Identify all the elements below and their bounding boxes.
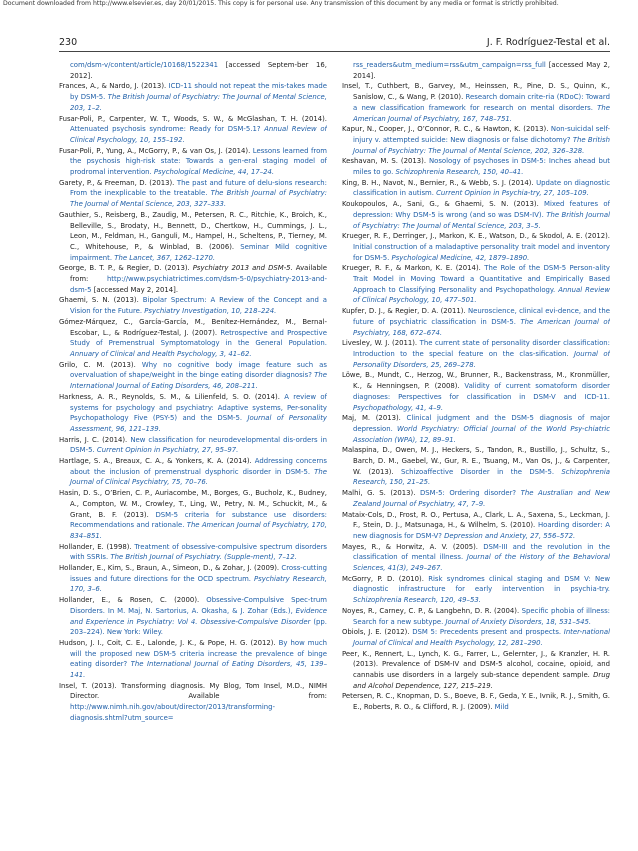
references-left-column bbox=[59, 60, 327, 850]
reference-text: Löwe, B., Mundt, C., Herzog, W., Brunner, R., Backenstrass, M., Kronmüller, K., & Henningsen, P. (2008). bbox=[342, 371, 610, 391]
reference-text: Kapur, N., Cooper, J., O’Connor, R. C., & Hawton, K. (2013). bbox=[342, 125, 551, 134]
reference-entry bbox=[342, 488, 610, 509]
reference-text: Petersen, R. C., Knopman, D. S., Boeve, B. F., Geda, Y. E., Ivnik, R. J., Smith, G. E., Roberts, R. O., & Clifford, R. J. (2009). bbox=[342, 692, 610, 712]
reference-text: Koukopoulos, A., Sani, G., & Ghaemi, S. N. (2013). bbox=[342, 200, 545, 209]
reference-link-text[interactable]: Initial construction of a maladaptive personality trait model and inventory for DSM-5. bbox=[353, 242, 610, 262]
reference-text: Hudson, J. I., Coit, C. E., Lalonde, J. K., & Pope, H. G. (2012). bbox=[59, 638, 279, 647]
reference-text: Fusar-Poli, P., Yung, A., McGorry, P., & van Os, J. (2014). bbox=[59, 146, 253, 155]
reference-link-text[interactable]: The Australian and New Zealand Journal of Psychiatry, 47, 7–9. bbox=[353, 489, 610, 508]
reference-text: Krueger, R. F., Derringer, J., Markon, K. E., Watson, D., & Skodol, A. E. (2012). bbox=[342, 232, 610, 241]
reference-text: Fusar-Poli, P., Carpenter, W. T., Woods, S. W., & McGlashan, T. H. (2014). bbox=[59, 114, 327, 123]
reference-entry bbox=[342, 178, 610, 199]
reference-entry bbox=[342, 81, 610, 124]
reference-link-text[interactable]: By how much will the proposed new DSM-5 criteria increase the prevalence of binge eating disorder? bbox=[70, 638, 327, 669]
reference-link-text[interactable]: The American Journal of Psychiatry, 167, 748–751. bbox=[353, 103, 610, 123]
reference-text: Hollander, E., Kim, S., Braun, A., Simeon, D., & Zohar, J. (2009). bbox=[59, 564, 282, 573]
reference-link-text[interactable]: Current Opinion in Psychiatry, 27, 95–97. bbox=[96, 446, 239, 455]
reference-entry bbox=[59, 595, 327, 638]
reference-text: Frances, A., & Nardo, J. (2013). bbox=[59, 82, 169, 91]
reference-entry bbox=[342, 542, 610, 574]
reference-link-text[interactable]: The British Journal of Psychiatry: The Journal of Mental Science, 203, 1–2. bbox=[70, 93, 327, 112]
reference-link-text[interactable]: DSM-5 criteria for substance use disorders: Recommendations and rationale. bbox=[70, 510, 327, 530]
reference-link-text[interactable]: Clinical judgment and the DSM-5 diagnosis of major depression. bbox=[353, 414, 610, 433]
reference-link-text[interactable]: Schizophrenia Research, 150, 21–25. bbox=[353, 467, 610, 487]
reference-text: King, B. H., Navot, N., Bernier, R., & Webb, S. J. (2014). bbox=[342, 178, 537, 187]
reference-link-text[interactable]: Nosology of psychoses in DSM-5: Inches ahead but miles to go. bbox=[353, 157, 610, 177]
reference-text: Drug and Alcohol Dependence, 127, 215–219. bbox=[353, 671, 610, 690]
reference-link-text[interactable]: Non-suicidal self-injury v. attempted suicide: New diagnosis or false dichotomy? bbox=[353, 125, 610, 144]
reference-link-text[interactable]: ICD-11 should not repeat the mis-takes made by DSM-5. bbox=[70, 82, 327, 102]
reference-entry bbox=[59, 146, 327, 178]
running-head: J. F. Rodríguez-Testal et al. bbox=[486, 37, 610, 48]
reference-entry bbox=[342, 413, 610, 445]
reference-link-text[interactable]: Evidence and Experience in Psychiatry: Vol 4. Obsessive-Compulsive Disorder bbox=[70, 606, 327, 626]
reference-link-text[interactable]: (pp. 203–224). New York: Wiley. bbox=[70, 617, 327, 637]
reference-text: Malhi, G. S. (2013). bbox=[342, 489, 420, 498]
reference-link-text[interactable]: The British Journal of Psychiatry: The Journal of Mental Science, 202, 326–328. bbox=[353, 135, 610, 155]
reference-entry bbox=[59, 456, 327, 488]
reference-link-text[interactable]: A review of systems for psychology and psychiatry: Adaptive systems, Per-sonality Psychopathology Five (PSY-5) and the DSM-5. bbox=[70, 392, 327, 423]
reference-link-text[interactable]: Seminar Mild cognitive impairment. bbox=[70, 242, 327, 262]
reference-text: Obiols, J. E. (2012). bbox=[342, 628, 413, 637]
reference-text: Harkness, A. R., Reynolds, S. M., & Lilienfeld, S. O. (2014). bbox=[59, 392, 285, 401]
reference-entry bbox=[59, 542, 327, 563]
reference-text: Hollander, E. (1998). bbox=[59, 542, 135, 551]
reference-link-text[interactable]: Depression and Anxiety, 27, 556–572. bbox=[444, 531, 576, 540]
reference-link-text[interactable]: Psychiatry Investigation, 10, 218–224. bbox=[144, 307, 277, 316]
reference-link-text[interactable]: Journal of Personality Disorders, 25, 269–278. bbox=[353, 349, 610, 369]
reference-link-text[interactable]: http://www.psychiatrictimes.com/dsm-5-0/psychiatry-2013-and-dsm-5 bbox=[70, 275, 327, 294]
reference-link-text[interactable]: Annuary of Clinical and Health Psychology, 3, 41–62. bbox=[70, 349, 252, 358]
reference-link-text[interactable]: com/dsm-v/content/article/10168/1522341 bbox=[70, 61, 218, 69]
reference-link-text[interactable]: Mixed features of depression: Why DSM-5 is wrong (and so was DSM-IV). bbox=[353, 200, 610, 219]
reference-text: Noyes, R., Carney, C. P., & Langbehn, D. R. (2004). bbox=[342, 606, 522, 615]
reference-text: George, B. T. P., & Regier, D. (2013). bbox=[59, 264, 193, 273]
reference-link-text[interactable]: Bipolar Spectrum: A Review of the Concept and a Vision for the Future. bbox=[70, 296, 327, 316]
reference-link-text[interactable]: The Role of the DSM-5 Person-ality Trait Model in Moving Toward a Quantitative and Empirically Based Approach to Classifying Personality and Psychopathology. bbox=[353, 264, 610, 294]
reference-link-text[interactable]: Cross-cutting issues and future directions for the OCD spectrum. bbox=[70, 564, 327, 583]
reference-link-text[interactable]: Addressing concerns about the inclusion of premenstrual dysphoric disorder in DSM-5. bbox=[70, 457, 327, 476]
reference-link-text[interactable]: Treatment of obsessive-compulsive spectrum disorders with SSRIs. bbox=[70, 542, 327, 562]
reference-link-text[interactable]: Update on diagnostic classification in autism. bbox=[353, 178, 610, 198]
reference-link-text[interactable]: The Lancet, 367, 1262–1270. bbox=[114, 253, 216, 262]
reference-link-text[interactable]: Annual Review of Clinical Psychology, 10, 155–192. bbox=[70, 125, 327, 144]
reference-text: Malaspina, D., Owen, M. J., Heckers, S., Tandon, R., Bustillo, J., Schultz, S., Barch, D. M., Gaebel, W., Gur, R. E., Tsuang, M., Van Os, J., & Carpenter, W. (2013). bbox=[342, 446, 610, 476]
reference-link-text[interactable]: The International Journal of Eating Disorders, 45, 139–141. bbox=[70, 660, 327, 680]
reference-link-text[interactable]: Risk syndromes clinical staging and DSM V: New diagnostic infrastructure for early intervention in psychia-try. bbox=[353, 574, 610, 594]
reference-link-text[interactable]: Inter-national Journal of Clinical and Health Psychology, 12, 281–290. bbox=[353, 628, 610, 647]
reference-link-text[interactable]: The Journal of Clinical Psychiatry, 75, 70–76. bbox=[70, 467, 327, 487]
reference-link-text[interactable]: Psychological Medicine, 44, 17–24. bbox=[153, 168, 275, 177]
reference-text: Maj, M. (2013). bbox=[342, 414, 407, 423]
reference-link-text[interactable]: The American Journal of Psychiatry, 170, 834–851. bbox=[70, 521, 327, 540]
reference-link-text[interactable]: Current Opinion in Psychia-try, 27, 105–109. bbox=[436, 189, 589, 198]
reference-entry bbox=[59, 178, 327, 210]
reference-entry bbox=[342, 306, 610, 338]
reference-text: [accessed May 2, 2014]. bbox=[91, 285, 179, 294]
reference-entry bbox=[59, 81, 327, 113]
reference-text: Hollander, E., & Rosen, C. (2000). bbox=[59, 596, 207, 605]
reference-link-text[interactable]: The International Journal of Eating Disorders, 46, 208–211. bbox=[70, 371, 327, 391]
reference-entry bbox=[342, 510, 610, 542]
reference-text: Insel, T., Cuthbert, B., Garvey, M., Heinssen, R., Pine, D. S., Quinn, K., Sanislow, C., & Wang, P. (2010). bbox=[342, 82, 610, 102]
reference-text: Garety, P., & Freeman, D. (2013). bbox=[59, 178, 177, 187]
reference-link-text[interactable]: Mild bbox=[494, 703, 509, 712]
reference-link-text[interactable]: Annual Review of Clinical Psychology, 10, 477–501. bbox=[353, 285, 610, 305]
reference-text: Keshavan, M. S. (2013). bbox=[342, 157, 429, 166]
reference-link-text[interactable]: Attenuated psychosis syndrome: Ready for DSM-5.1? bbox=[70, 125, 265, 134]
reference-text: Available from: bbox=[70, 264, 327, 284]
reference-link-text[interactable]: Neuroscience, clinical evi-dence, and the future of psychiatric classification in DSM-5. bbox=[353, 307, 610, 326]
reference-link-text[interactable]: The American Journal of Psychiatry, 168, 672–674. bbox=[353, 317, 610, 337]
reference-entry bbox=[59, 638, 327, 681]
reference-entry bbox=[59, 210, 327, 264]
reference-entry bbox=[59, 435, 327, 456]
reference-entry bbox=[342, 627, 610, 648]
reference-link-text[interactable]: Schizoaffective Disorder in the DSM-5. bbox=[401, 467, 562, 476]
reference-link-text[interactable]: Research domain crite-ria (RDoC): Toward a new classification framework for research on mental disorders. bbox=[353, 93, 610, 112]
reference-text: Gauthier, S., Reisberg, B., Zaudig, M., Petersen, R. C., Ritchie, K., Broich, K., Belleville, S., Brodaty, H., Bennett, D., Chertkow, H., Cummings, J. L., Leon, M., Feldman, H., Ganguli, M., Hampel, H., Scheltens, P., Tierney, M. C., Whitehouse, P., & Winblad, B. (2006). bbox=[59, 210, 327, 251]
reference-link-text[interactable]: The current state of personality disorder classification: Introduction to the special feature on the clas-sification. bbox=[353, 339, 610, 358]
reference-entry bbox=[342, 370, 610, 413]
reference-entry bbox=[59, 263, 327, 295]
reference-text: [accessed Septem-ber 16, 2012]. bbox=[70, 61, 327, 80]
reference-link-text[interactable]: Schizophrenia Research, 150, 40–41. bbox=[395, 168, 524, 177]
reference-link-text[interactable]: World Psychiatry: Official Journal of the World Psy-chiatric Association (WPA), 12, 89–91. bbox=[353, 424, 610, 444]
reference-link-text[interactable]: The British Journal of Psychiatry: The Journal of Mental Science, 203, 327–333. bbox=[70, 189, 327, 209]
reference-entry bbox=[342, 338, 610, 370]
reference-link-text[interactable]: The British Journal of Psychiatry: The Journal of Mental Science, 203, 3–5. bbox=[353, 210, 610, 230]
reference-text: Insel, T. (2013). Transforming diagnosis. My Blog, Tom Insel, M.D., NIMH Director. Available from: bbox=[59, 681, 327, 701]
reference-entry bbox=[342, 156, 610, 177]
reference-text: Krueger, R. F., & Markon, K. E. (2014). bbox=[342, 264, 485, 273]
reference-entry bbox=[342, 124, 610, 156]
reference-link-text[interactable]: Specific phobia of illness: Search for a new subtype. bbox=[353, 606, 610, 626]
reference-entry bbox=[59, 392, 327, 435]
reference-link-text[interactable]: DSM 5: Precedents present and prospects. bbox=[412, 628, 564, 637]
reference-entry bbox=[342, 263, 610, 306]
reference-entry bbox=[59, 295, 327, 316]
reference-link-text[interactable]: Lessons learned from the psychosis high-risk state: Towards a gen-eral staging model of prodromal intervention. bbox=[70, 146, 327, 177]
reference-text: Ghaemi, S. N. (2013). bbox=[59, 296, 143, 305]
reference-link-text[interactable]: Journal of Anxiety Disorders, 18, 531–545. bbox=[445, 617, 592, 626]
reference-link-text[interactable]: Psychiatry Research, 170, 3–6. bbox=[70, 574, 327, 594]
download-notice: Document downloaded from http://www.elsevier.es, day 20/01/2015. This copy is for personal use. Any transmission of this document by any media or format is strictly prohibited. bbox=[3, 0, 559, 7]
reference-entry bbox=[59, 488, 327, 542]
reference-link-text[interactable]: Hoarding disorder: A new diagnosis for DSM-V? bbox=[353, 521, 610, 540]
references-right-column bbox=[342, 60, 610, 850]
reference-text: Hartlage, S. A., Breaux, C. A., & Yonkers, K. A. (2014). bbox=[59, 457, 255, 466]
reference-text: Harris, J. C. (2014). bbox=[59, 435, 131, 444]
reference-link-text[interactable]: Journal of Personality Assessment, 96, 121–139. bbox=[70, 414, 327, 433]
reference-entry bbox=[59, 317, 327, 360]
reference-link-text[interactable]: Obsessive-Compulsive Spec-trum Disorders. In M. Maj, N. Sartorius, A. Okasha, & J. Zohar (Eds.), bbox=[70, 596, 327, 615]
reference-entry bbox=[342, 60, 610, 81]
reference-text: Gómez-Márquez, C., García-García, M., Benítez-Hernández, M., Bernal-Escobar, L., & Rodríguez-Testal, J. (2007). bbox=[59, 317, 327, 337]
reference-entry bbox=[342, 691, 610, 712]
reference-link-text[interactable]: The past and future of delu-sions research: From the inexplicable to the treatable. bbox=[70, 178, 327, 198]
reference-link-text[interactable]: DSM-III and the revolution in the classification of mental illness. bbox=[353, 542, 610, 562]
reference-link-text[interactable]: The British Journal of Psychiatry. (Supple-ment), 7–12. bbox=[110, 553, 297, 562]
reference-link-text[interactable]: Validity of current somatoform disorder diagnoses: Perspectives for classification in DSM-V and ICD-11. bbox=[353, 382, 610, 401]
reference-entry bbox=[342, 199, 610, 231]
reference-entry bbox=[342, 231, 610, 263]
reference-link-text[interactable]: New classification for neurodevelopmental dis-orders in DSM-5. bbox=[70, 435, 327, 455]
reference-entry bbox=[342, 445, 610, 488]
reference-link-text[interactable]: Journal of the History of the Behavioral Sciences, 41(3), 249–267. bbox=[353, 553, 610, 573]
reference-entry bbox=[342, 574, 610, 606]
reference-entry bbox=[59, 360, 327, 392]
reference-link-text[interactable]: DSM-5: Ordering disorder? bbox=[420, 489, 521, 498]
reference-link-text[interactable]: rss_readers&utm_medium=rss&utm_campaign=rss_full bbox=[353, 61, 546, 69]
reference-link-text[interactable]: Psychological Medicine, 42, 1879–1890. bbox=[391, 253, 530, 262]
reference-entry bbox=[342, 649, 610, 692]
reference-text: Grilo, C. M. (2013). bbox=[59, 360, 142, 369]
reference-text: Kupfer, D. J., & Regier, D. A. (2011). bbox=[342, 307, 468, 316]
reference-entry bbox=[59, 114, 327, 146]
reference-link-text[interactable]: Retrospective and Prospective Study of Premenstrual Symptomatology in the General Population. bbox=[70, 328, 327, 348]
reference-link-text[interactable]: Why no cognitive body image feature such as overvaluation of shape/weight in the binge eating disorder diagnosis? bbox=[70, 360, 327, 380]
header-rule bbox=[59, 51, 610, 52]
reference-text: Livesley, W. J. (2011). bbox=[342, 339, 420, 348]
reference-text: Psychiatry 2013 and DSM-5. bbox=[192, 264, 293, 273]
reference-entry bbox=[59, 563, 327, 595]
reference-entry bbox=[59, 60, 327, 81]
page-number: 230 bbox=[59, 37, 78, 48]
reference-link-text[interactable]: Psychopathology, 41, 4–9. bbox=[353, 403, 444, 412]
reference-text: Hasin, D. S., O’Brien, C. P., Auriacombe, M., Borges, G., Bucholz, K., Budney, A., Compton, W. M., Crowley, T., Ling, W., Petry, N. M., Schuckit, M., & Grant, B. F. (2013). bbox=[59, 489, 327, 519]
reference-text: Mataix-Cols, D., Frost, R. O., Pertusa, A., Clark, L. A., Saxena, S., Leckman, J. F., Stein, D. J., Matsunaga, H., & Wilhelm, S. (2010). bbox=[342, 510, 610, 530]
reference-entry bbox=[59, 681, 327, 724]
reference-text: McGorry, P. D. (2010). bbox=[342, 574, 429, 583]
reference-text: [accessed May 2, 2014]. bbox=[353, 61, 610, 80]
reference-link-text[interactable]: Schizophrenia Research, 120, 49–53. bbox=[353, 596, 481, 605]
reference-text: Mayes, R., & Horwitz, A. V. (2005). bbox=[342, 542, 484, 551]
reference-link-text[interactable]: http://www.nimh.nih.gov/about/director/2013/transforming-diagnosis.shtml?utm_source= bbox=[70, 703, 276, 722]
reference-entry bbox=[342, 606, 610, 627]
reference-text: Peer, K., Rennert, L., Lynch, K. G., Farrer, L., Gelernter, J., & Kranzler, H. R. (2013). Prevalence of DSM-IV and DSM-5 alcohol, cocaine, opioid, and cannabis use disorders in a largely sub-stance dependent sample. bbox=[342, 649, 610, 680]
